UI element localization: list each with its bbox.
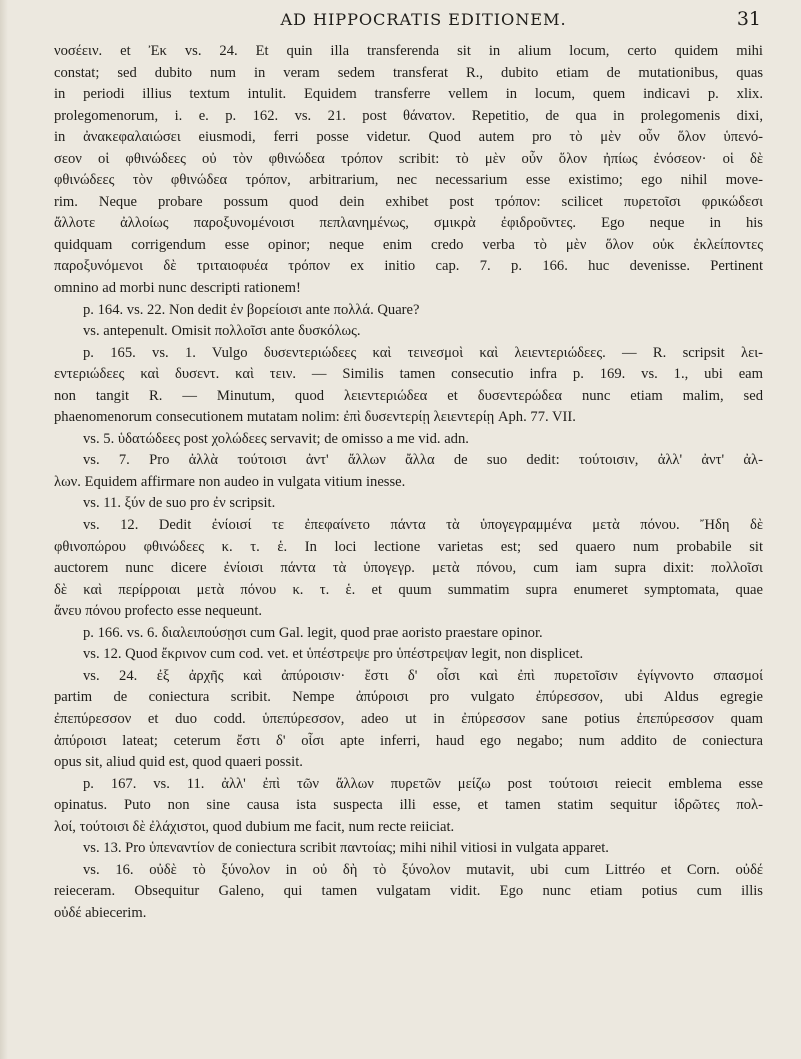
page-gutter-shadow — [0, 0, 8, 1059]
text-line: reieceram. Obsequitur Galeno, qui tamen vulgatam vidit. Ego nunc etiam potius cum illis — [54, 883, 763, 900]
text-body — [54, 41, 763, 924]
text-line: ἀπύροισι lateat; ceterum ἔστι δ' οἷσι apte inferri, haud ego negabo; num addito de coniectura — [54, 732, 763, 749]
page-number: 31 — [736, 8, 761, 30]
text-line: vs. 12. Dedit ἐνίοισί τε ἐπεφαίνετο πάντα τὰ ὑπογεγραμμένα μετὰ πόνου. Ἤδη δὲ — [83, 517, 763, 534]
text-line: phaenomenorum consecutionem mutatam nolim: ἐπὶ δυσεντερίῃ λειεντερίῃ Aph. 77. VII. — [54, 409, 576, 426]
text-line: vs. 11. ξύν de suo pro ἐν scripsit. — [83, 495, 276, 512]
text-line: λων. Equidem affirmare non audeo in vulgata vitium inesse. — [54, 473, 406, 490]
text-line: in ἀνακεφαλαιώσει eiusmodi, ferri posse videtur. Quod autem pro τὸ μὲν οὖν ὅλον ὑπενό- — [54, 129, 763, 146]
text-line: opinatus. Puto non sine causa ista suspecta illi esse, et tamen statim sequitur ἱδρῶτες πολ- — [54, 797, 763, 814]
text-line: vs. 12. Quod ἔκρινον cum cod. vet. et ὑπέστρεψε pro ὑπέστρεψαν legit, non displicet. — [83, 646, 584, 663]
text-line: σεον οἱ φθινώδεες οὐ τὸν φθινώδεα τρόπον scribit: τὸ μὲν οὖν ὅλον ἠπίως ἐνόσεον· οἱ δὲ — [54, 150, 763, 167]
text-line: οὐδέ abiecerim. — [54, 904, 147, 921]
text-line: vs. 7. Pro ἀλλὰ τούτοισι ἀντ' ἄλλων ἄλλα de suo dedit: τούτοισιν, ἀλλ' ἀντ' ἀλ- — [83, 452, 763, 469]
text-line: vs. 24. ἐξ ἀρχῆς καὶ ἀπύροισιν· ἔστι δ' οἷσι καὶ ἐπὶ πυρετοῖσιν ἐγίγνοντο σπασμοί — [83, 667, 763, 684]
text-line: vs. antepenult. Omisit πολλοῖσι ante δυσκόλως. — [83, 323, 361, 340]
page-header — [86, 8, 761, 32]
text-line: ἄλλοτε ἀλλοίως παροξυνομένοισι πεπλανημένως, σμικρὰ ἐφιδροῦντες. Ego neque in his — [54, 215, 763, 232]
text-line: νοσέειν. et Ἐκ vs. 24. Et quin illa transferenda sit in alium locum, certo quidem mihi — [54, 43, 763, 59]
text-line: φθινώδεες τὸν φθινώδεα τρόπον, arbitrarium, nec necessarium esse existimo; ego nihil move- — [54, 172, 763, 189]
text-line: δὲ καὶ περίρροιαι μετὰ πόνου κ. τ. ἑ. et quum summatim supra enumeret symptomata, quae — [54, 581, 763, 598]
running-title: AD HIPPOCRATIS EDITIONEM. — [280, 10, 567, 29]
text-line: εντεριώδεες καὶ δυσεντ. καὶ τειν. — Similis tamen consecutio infra p. 169. vs. 1., ubi eam — [54, 366, 763, 383]
text-line: λοί, τούτοισι δὲ ἐλάχιστοι, quod dubium me facit, num recte reiiciat. — [54, 818, 455, 835]
text-line: ἐπεπύρεσσον et duo codd. ὑπεπύρεσσον, adeo ut in ἐπύρεσσον sane potius ἐπεπύρεσσον quam — [54, 710, 763, 727]
text-line: παροξυνόμενοι δὲ τριταιοφυέα τρόπον ex initio cap. 7. p. 166. huc devenisse. Pertinent — [54, 258, 763, 275]
text-line: in periodi illius textum intulit. Equidem transferre vellem in locum, quem indicavi p. xlix. — [54, 86, 763, 103]
text-line: opus sit, aliud quid est, quod quaeri possit. — [54, 754, 303, 771]
text-line: ἄνευ πόνου profecto esse nequeunt. — [54, 603, 263, 620]
text-line: p. 165. vs. 1. Vulgo δυσεντεριώδεες καὶ τεινεσμοὶ καὶ λειεντεριώδεες. — R. scripsit λει- — [83, 344, 763, 361]
text-line: quidquam corrigendum esse opinor; neque enim credo verba τὸ μὲν ὅλον οὐκ ἐκλείποντες — [54, 236, 763, 253]
text-line: omnino ad morbi nunc descripti rationem! — [54, 280, 301, 297]
text-line: p. 166. vs. 6. διαλειπούσῃσι cum Gal. legit, quod prae aoristo praestare opinor. — [83, 624, 543, 641]
text-line: prolegomenorum, i. e. p. 162. vs. 21. post θάνατον. Repetitio, de qua in prolegomenis dixi, — [54, 107, 763, 124]
text-line: p. 167. vs. 11. ἀλλ' ἐπὶ τῶν ἄλλων πυρετῶν μείζω post τούτοισι reiecit emblema esse — [83, 775, 763, 792]
text-line: auctorem nunc dicere ἐνίοισι πάντα τὰ ὑπογεγρ. μετὰ πόνου, cum iam supra dixit: πολλοῖσι — [54, 560, 763, 577]
text-line: constat; sed dubito num in veram sedem transferat R., dubito etiam de mutationibus, quas — [54, 64, 763, 81]
text-line: φθινοπώρου φθινώδεες κ. τ. ἑ. In loci lectione varietas est; sed quaero num probabile sit — [54, 538, 763, 555]
text-line: vs. 5. ὑδατώδεες post χολώδεες servavit; de omisso a me vid. adn. — [83, 430, 469, 447]
text-line: rim. Neque probare possum quod dein exhibet post τρόπον: scilicet πυρετοῖσι φρικώδεσι — [54, 193, 763, 210]
text-line: vs. 16. οὐδὲ τὸ ξύνολον in οὐ δὴ τὸ ξύνολον mutavit, ubi cum Littréo et Corn. οὐδέ — [83, 861, 763, 878]
text-line: partim de coniectura scribit. Nempe ἀπύροισι pro vulgato ἐπύρεσσον, ubi Aldus egregie — [54, 689, 763, 706]
text-line: non tangit R. — Minutum, quod λειεντεριώδεα et δυσεντερώδεα nunc etiam malim, sed — [54, 387, 763, 404]
text-line: p. 164. vs. 22. Non dedit ἐν βορείοισι ante πολλά. Quare? — [83, 301, 420, 318]
text-line: vs. 13. Pro ὑπεναντίον de coniectura scribit παντοίας; mihi nihil vitiosi in vulgata apparet. — [83, 840, 609, 857]
